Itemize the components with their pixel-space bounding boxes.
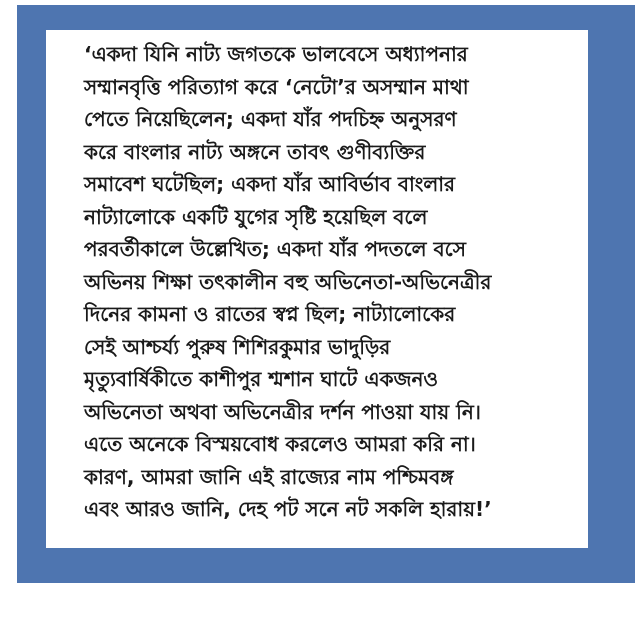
quote-panel (39, 30, 594, 555)
quote-line-1: ‘একদা যিনি নাট্য জগতকে ভালবেসে অধ্যাপনার (84, 42, 468, 66)
quote-line-3: পেতে নিয়েছিলেন; একদা যাঁর পদচিহ্ন অনুসরণ (84, 107, 457, 131)
quote-line-4: করে বাংলার নাট্য অঙ্গনে তাবৎ গুণীব্যক্তির (84, 139, 426, 164)
quote-line-7: পরবর্তীকালে উল্লেখিত; একদা যাঁর পদতলে বসে (84, 237, 466, 261)
quote-line-11: মৃত্যুবার্ষিকীতে কাশীপুর শ্মশান ঘাটে একজনও (84, 367, 439, 391)
quote-line-12: অভিনেতা অথবা অভিনেত্রীর দর্শন পাওয়া যায় নি। (84, 399, 481, 424)
quote-line-5: সমাবেশ ঘটেছিল; একদা যাঁর আবির্ভাব বাংলার (84, 172, 456, 196)
quote-line-2: সম্মানবৃত্তি পরিত্যাগ করে ‘নেটো’র অসম্মান মাথা (84, 74, 469, 99)
quote-line-8: অভিনয় শিক্ষা তৎকালীন বহু অভিনেতা-অভিনেত্রীর (84, 269, 492, 294)
quote-line-6: নাট্যালোকে একটি যুগের সৃষ্টি হয়েছিল বলে (84, 204, 428, 229)
quote-line-13: এতে অনেকে বিস্ময়বোধ করলেও আমরা করি না। (84, 432, 476, 456)
quote-text (84, 38, 574, 526)
quote-line-9: দিনের কামনা ও রাতের স্বপ্ন ছিল; নাট্যালোকের (84, 302, 456, 326)
quote-line-10: সেই আশ্চর্য্য পুরুষ শিশিরকুমার ভাদুড়ির (84, 334, 391, 359)
outer-frame (17, 5, 635, 583)
quote-line-14: কারণ, আমরা জানি এই রাজ্যের নাম পশ্চিমবঙ্গ (84, 464, 454, 489)
quote-line-15: এবং আরও জানি, দেহ পট সনে নট সকলি হারায়!’ (84, 497, 492, 521)
